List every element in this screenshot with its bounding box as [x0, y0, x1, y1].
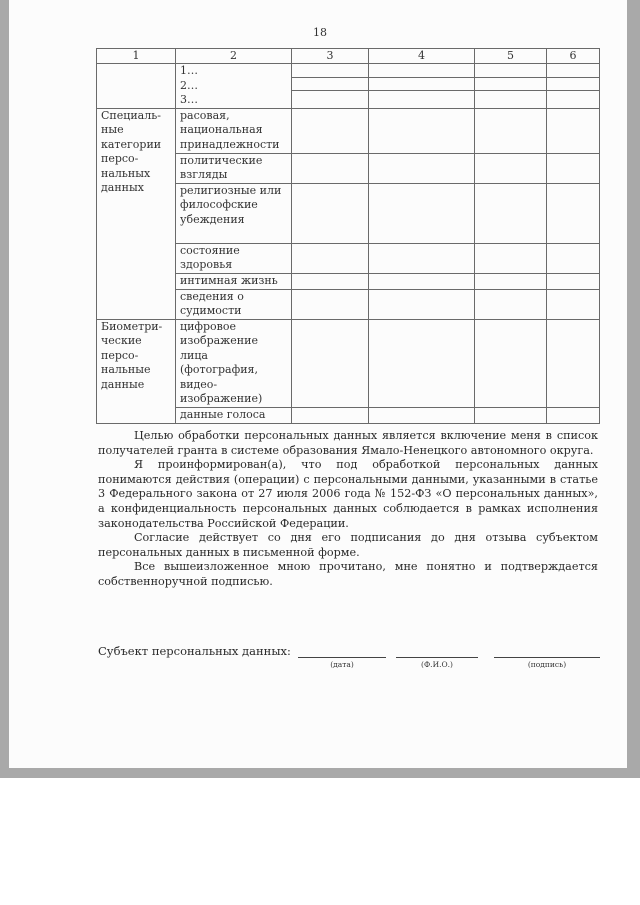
- category-cell: [97, 64, 176, 109]
- category-cell-special: Специаль- ные категории персо- нальных данных: [97, 108, 176, 319]
- data-cell[interactable]: [292, 64, 369, 78]
- column-header: 4: [369, 49, 475, 64]
- data-cell[interactable]: [475, 153, 547, 183]
- data-cell[interactable]: [369, 183, 475, 243]
- data-cell[interactable]: [547, 243, 600, 273]
- data-cell[interactable]: [475, 243, 547, 273]
- data-cell[interactable]: [369, 91, 475, 108]
- paragraph-confirmation: Все вышеизложенное мною прочитано, мне понятно и подтверждается собственноручной подписью.: [98, 560, 598, 588]
- data-cell[interactable]: [475, 183, 547, 243]
- data-cell[interactable]: [369, 78, 475, 91]
- paragraph-informed: Я проинформирован(а), что под обработкой персональных данных понимаются действия (операции) с персональными данными, указанными в статье 3 Федерального закона от 27 июля 2006 года № 152-ФЗ «О персональных данных», а конфиденциальность персональных данных соблюдается в рамках исполнения законодательства Российской Федерации.: [98, 458, 598, 530]
- paragraph-validity: Согласие действует со дня его подписания до дня отзыва субъектом персональных данных в письменной форме.: [98, 531, 598, 559]
- row-label: расовая, национальная принадлежности: [176, 108, 292, 153]
- data-cell[interactable]: [292, 108, 369, 153]
- page-number: 18: [313, 26, 327, 39]
- data-cell[interactable]: [369, 407, 475, 423]
- data-cell[interactable]: [475, 407, 547, 423]
- data-cell[interactable]: [292, 407, 369, 423]
- row-label: состояние здоровья: [176, 243, 292, 273]
- signature-field[interactable]: [494, 657, 600, 658]
- data-cell[interactable]: [292, 289, 369, 319]
- fio-caption: (Ф.И.О.): [421, 660, 453, 669]
- personal-data-table: [96, 48, 600, 424]
- numbered-item: 1…: [180, 64, 198, 77]
- data-cell[interactable]: [475, 273, 547, 289]
- signature-caption: (подпись): [527, 660, 567, 669]
- data-cell[interactable]: [369, 64, 475, 78]
- date-field[interactable]: [298, 657, 386, 658]
- data-cell[interactable]: [547, 108, 600, 153]
- numbered-items-cell: [176, 64, 292, 109]
- row-label: интимная жизнь: [176, 273, 292, 289]
- data-cell[interactable]: [292, 78, 369, 91]
- data-cell[interactable]: [292, 183, 369, 243]
- data-cell[interactable]: [292, 273, 369, 289]
- data-cell[interactable]: [369, 289, 475, 319]
- data-cell[interactable]: [547, 273, 600, 289]
- date-caption: (дата): [330, 660, 354, 669]
- data-cell[interactable]: [547, 319, 600, 407]
- data-cell[interactable]: [547, 64, 600, 78]
- signature-block: [98, 640, 603, 680]
- column-header: 1: [97, 49, 176, 64]
- numbered-item: 2…: [180, 78, 198, 92]
- table-header-row: [97, 49, 600, 64]
- category-cell-biometric: Биометри- ческие персо- нальные данные: [97, 319, 176, 423]
- column-header: 5: [475, 49, 547, 64]
- data-cell[interactable]: [292, 243, 369, 273]
- signature-label: Субъект персональных данных:: [98, 644, 291, 658]
- data-cell[interactable]: [475, 108, 547, 153]
- column-header: 6: [547, 49, 600, 64]
- data-cell[interactable]: [547, 407, 600, 423]
- data-cell[interactable]: [292, 319, 369, 407]
- numbered-item: 3…: [180, 93, 198, 106]
- column-header: 2: [176, 49, 292, 64]
- column-header: 3: [292, 49, 369, 64]
- row-label: политические взгляды: [176, 153, 292, 183]
- data-cell[interactable]: [475, 64, 547, 78]
- consent-text: [98, 429, 598, 590]
- data-cell[interactable]: [475, 319, 547, 407]
- row-label: религиозные или философские убеждения: [176, 183, 292, 243]
- data-cell[interactable]: [369, 243, 475, 273]
- data-cell[interactable]: [292, 153, 369, 183]
- data-cell[interactable]: [292, 91, 369, 108]
- row-label: сведения о судимости: [176, 289, 292, 319]
- data-cell[interactable]: [475, 289, 547, 319]
- data-cell[interactable]: [475, 91, 547, 108]
- data-cell[interactable]: [547, 289, 600, 319]
- data-cell[interactable]: [547, 91, 600, 108]
- row-label: цифровое изображение лица (фотография, видео-изображение): [176, 319, 292, 407]
- data-cell[interactable]: [369, 319, 475, 407]
- data-cell[interactable]: [547, 183, 600, 243]
- data-cell[interactable]: [369, 153, 475, 183]
- table-row: [97, 108, 600, 153]
- table-row: [97, 319, 600, 407]
- data-cell[interactable]: [547, 78, 600, 91]
- data-cell[interactable]: [547, 153, 600, 183]
- data-cell[interactable]: [369, 108, 475, 153]
- fio-field[interactable]: [396, 657, 478, 658]
- data-cell[interactable]: [369, 273, 475, 289]
- data-cell[interactable]: [475, 78, 547, 91]
- row-label: данные голоса: [176, 407, 292, 423]
- paragraph-purpose: Целью обработки персональных данных является включение меня в список получателей гранта в системе образования Ямало-Ненецкого автономного округа.: [98, 429, 598, 457]
- table-row: [97, 64, 600, 78]
